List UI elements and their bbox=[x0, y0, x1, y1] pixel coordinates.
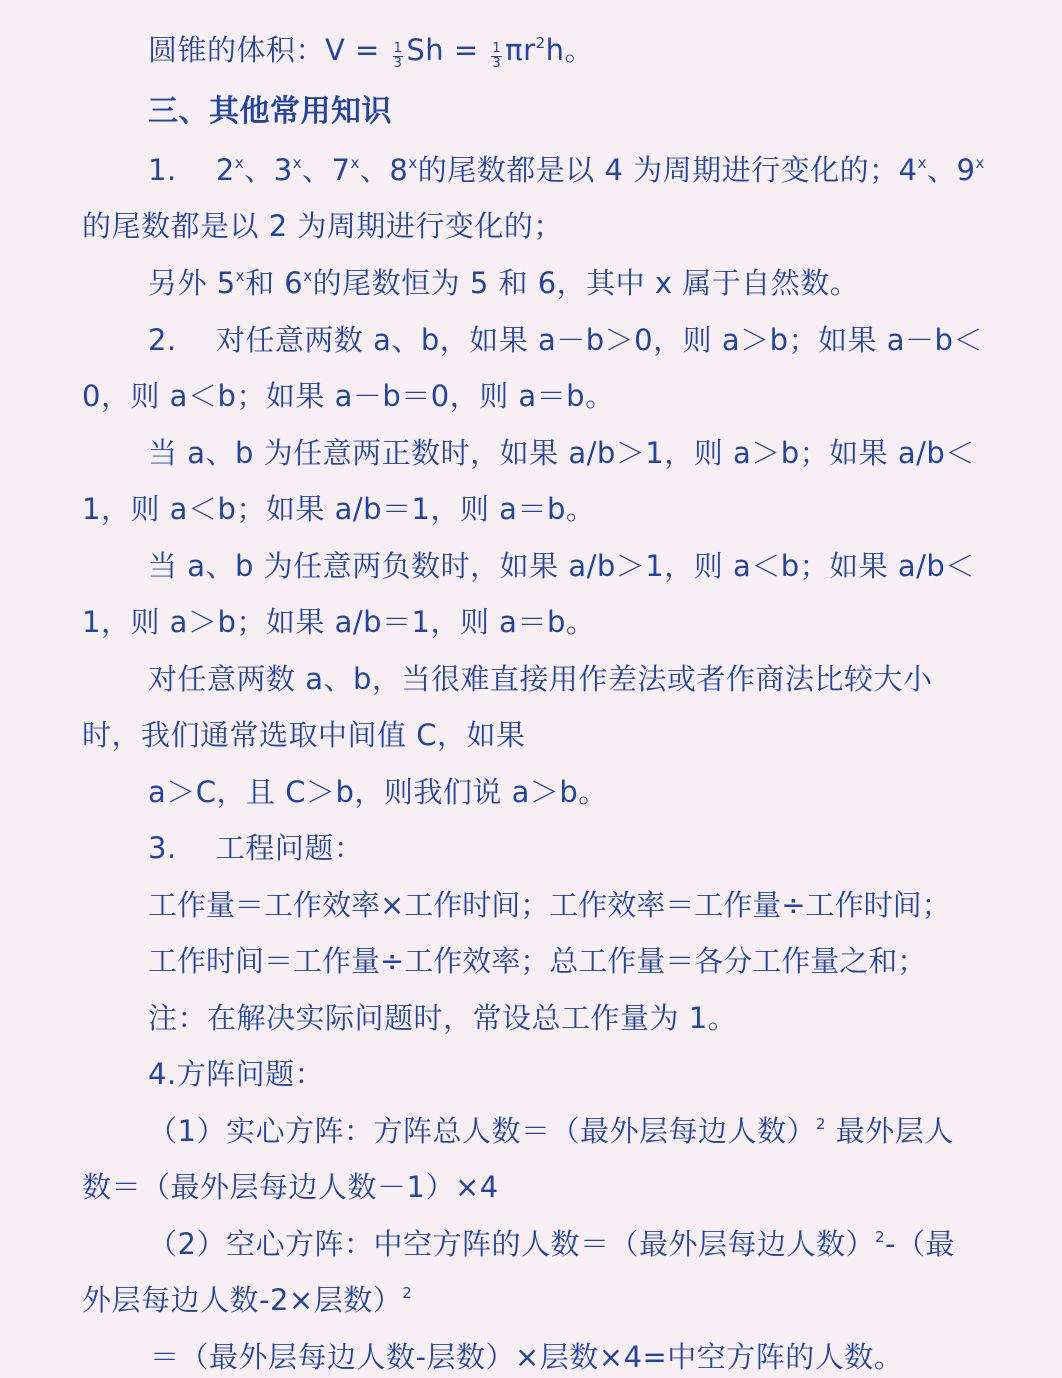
paragraph-line: 另外 5$^x$和 6$^x$的尾数恒为 5 和 6，其中 x 属于自然数。 bbox=[148, 266, 860, 300]
paragraph-line: a＞C，且 C＞b，则我们说 a＞b。 bbox=[148, 775, 608, 809]
paragraph-line: （1）实心方阵：方阵总人数＝（最外层每边人数）$^2$ 最外层人 bbox=[148, 1114, 954, 1148]
exponent: x bbox=[917, 154, 927, 172]
formula-text: Sh = bbox=[406, 33, 489, 67]
formula-text: πr bbox=[505, 33, 536, 67]
cone-volume-formula bbox=[148, 30, 998, 70]
paragraph-line: 数＝（最外层每边人数－1）×4 bbox=[82, 1170, 499, 1204]
paragraph-line: 2. 对任意两数 a、b，如果 a－b＞0，则 a＞b；如果 a－b＜ bbox=[148, 323, 983, 357]
exponent: x bbox=[234, 154, 245, 172]
paragraph-line: 4.方阵问题： bbox=[148, 1057, 325, 1091]
paragraph-line: 当 a、b 为任意两负数时，如果 a/b＞1，则 a＜b；如果 a/b＜ bbox=[148, 549, 975, 583]
paragraph-line: 1，则 a＜b；如果 a/b＝1，则 a＝b。 bbox=[82, 492, 596, 526]
paragraph-line: 1，则 a＞b；如果 a/b＝1，则 a＝b。 bbox=[82, 605, 596, 639]
fraction-one-third: $\frac{1}{3}$ bbox=[393, 40, 403, 71]
fraction-one-third: $\frac{1}{3}$ bbox=[492, 40, 502, 71]
exponent: 2 bbox=[402, 1284, 413, 1302]
exponent: x bbox=[408, 154, 418, 172]
section-heading: 三、其他常用知识 bbox=[148, 94, 392, 129]
paragraph-line: （2）空心方阵：中空方阵的人数＝（最外层每边人数）$^2$-（最 bbox=[148, 1227, 955, 1261]
paragraph-line: 3. 工程问题： bbox=[148, 831, 364, 865]
exponent: x bbox=[975, 154, 985, 172]
exponent: 2 bbox=[535, 34, 546, 52]
paragraph-line: 1. 2$^x$、3$^x$、7$^x$、8$^x$的尾数都是以 4 为周期进行变化的；4$^x$、9$^x$ bbox=[148, 153, 985, 187]
formula-text: 圆锥的体积：V = bbox=[148, 33, 390, 67]
paragraph-line: 注：在解决实际问题时，常设总工作量为 1。 bbox=[148, 1001, 738, 1035]
formula-text: h。 bbox=[545, 33, 594, 67]
paragraph-line: 对任意两数 a、b，当很难直接用作差法或者作商法比较大小 bbox=[148, 662, 933, 696]
exponent: x bbox=[235, 267, 246, 285]
paragraph-line: ＝（最外层每边人数-层数）×层数×4=中空方阵的人数。 bbox=[150, 1340, 904, 1374]
exponent: x bbox=[292, 154, 303, 172]
paragraph-line: 当 a、b 为任意两正数时，如果 a/b＞1，则 a＞b；如果 a/b＜ bbox=[148, 436, 975, 470]
paragraph-line: 工作量＝工作效率×工作时间；工作效率＝工作量÷工作时间； bbox=[148, 888, 951, 922]
paragraph-line: 时，我们通常选取中间值 C，如果 bbox=[82, 718, 526, 752]
exponent: 2 bbox=[815, 1115, 826, 1133]
exponent: x bbox=[303, 267, 313, 285]
watermark bbox=[820, 1358, 1050, 1378]
exponent: x bbox=[350, 154, 360, 172]
exponent: 2 bbox=[874, 1228, 885, 1246]
paragraph-line: 工作时间＝工作量÷工作效率；总工作量＝各分工作量之和； bbox=[148, 944, 927, 978]
paragraph-line: 0，则 a＜b；如果 a－b＝0，则 a＝b。 bbox=[82, 379, 615, 413]
paragraph-line: 的尾数都是以 2 为周期进行变化的； bbox=[82, 209, 563, 243]
paragraph-line: 外层每边人数-2×层数）$^2$ bbox=[82, 1283, 413, 1317]
